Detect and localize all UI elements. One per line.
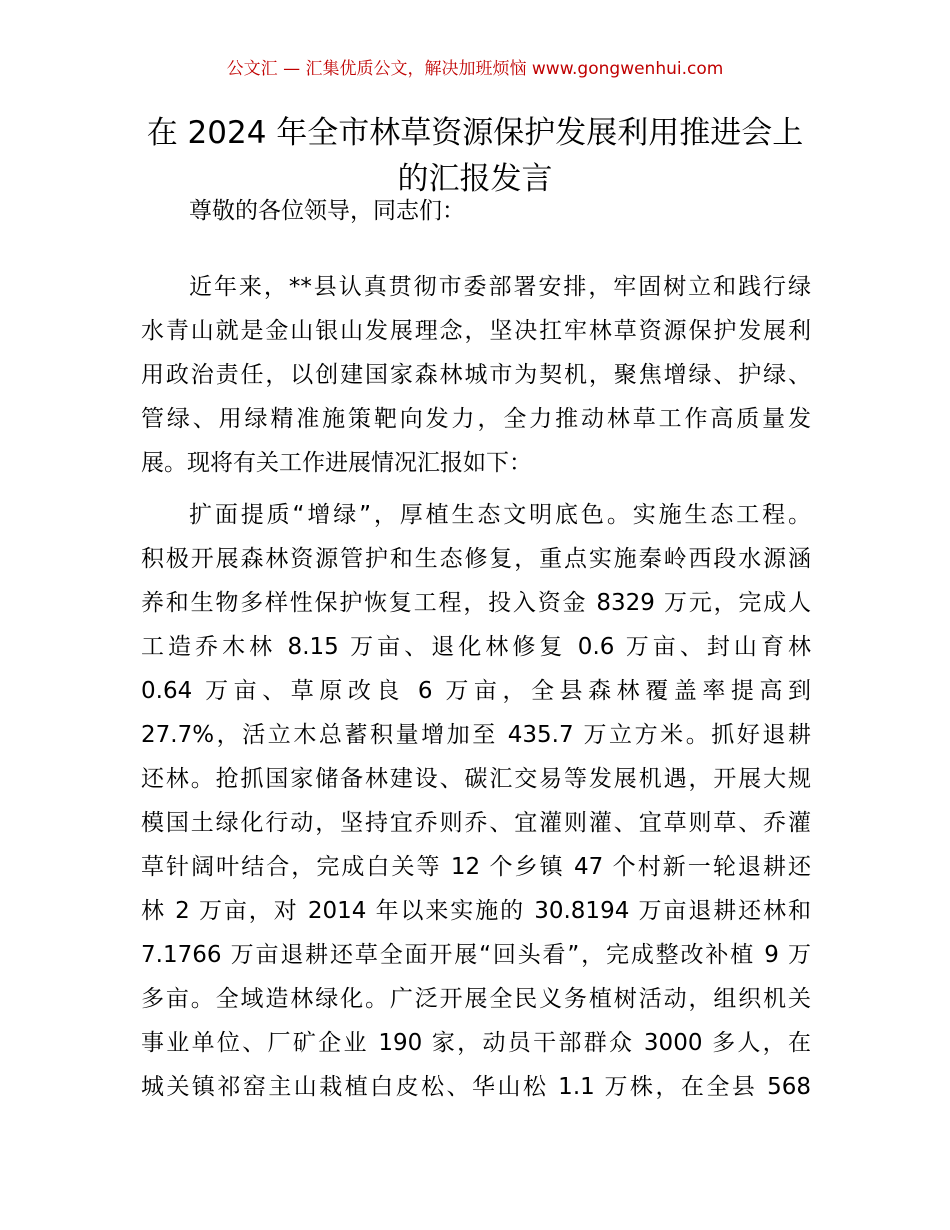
title-line: 在 2024 年全市林草资源保护发展利用推进会上 [146,115,804,151]
text-line: 7.1766 万亩退耕还草全面开展“回头看”，完成整改补植 9 万 [141,942,811,968]
text-line: 事业单位、厂矿企业 190 家，动员干部群众 3000 多人，在 [141,1030,811,1056]
text-line: 0.64 万亩、草原改良 6 万亩，全县森林覆盖率提高到 [141,678,811,704]
title-line: 的汇报发言 [397,161,553,197]
text-line: 用政治责任，以创建国家森林城市为契机，聚焦增绿、护绿、 [141,362,811,388]
text-line: 水青山就是金山银山发展理念，坚决扛牢林草资源保护发展利 [141,318,811,344]
text-line: 管绿、用绿精准施策靶向发力，全力推动林草工作高质量发 [141,406,811,432]
source-header: 公文汇 — 汇集优质公文，解决加班烦恼 www.gongwenhui.com [226,59,724,79]
greeting: 尊敬的各位领导，同志们： [189,198,465,224]
text-line: 多亩。全域造林绿化。广泛开展全民义务植树活动，组织机关 [141,986,811,1012]
text-line: 还林。抢抓国家储备林建设、碳汇交易等发展机遇，开展大规 [141,766,811,792]
text-line: 27.7%，活立木总蓄积量增加至 435.7 万立方米。抓好退耕 [141,722,811,748]
text-line: 城关镇祁窑主山栽植白皮松、华山松 1.1 万株，在全县 568 [141,1074,811,1100]
text-line: 林 2 万亩，对 2014 年以来实施的 30.8194 万亩退耕还林和 [141,898,811,924]
text-line: 工造乔木林 8.15 万亩、退化林修复 0.6 万亩、封山育林 [141,634,811,660]
text-line: 模国土绿化行动，坚持宜乔则乔、宜灌则灌、宜草则草、乔灌 [141,810,811,836]
text-line: 养和生物多样性保护恢复工程，投入资金 8329 万元，完成人 [141,590,811,616]
text-line: 积极开展森林资源管护和生态修复，重点实施秦岭西段水源涵 [141,546,811,572]
paragraph-greening [141,493,811,1109]
text-line: 扩面提质“增绿”，厚植生态文明底色。实施生态工程。 [189,502,811,528]
text-line: 近年来，**县认真贯彻市委部署安排，牢固树立和践行绿 [189,274,811,300]
text-line: 展。现将有关工作进展情况汇报如下： [141,450,532,476]
paragraph-intro [141,265,811,485]
text-line: 草针阔叶结合，完成白关等 12 个乡镇 47 个村新一轮退耕还 [141,854,811,880]
